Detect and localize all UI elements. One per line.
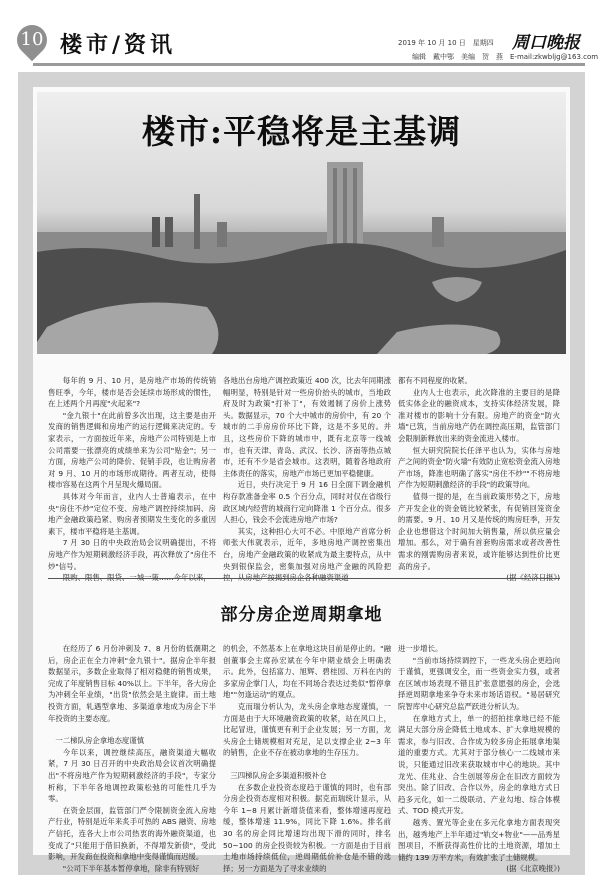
article2-column-1 (48, 643, 216, 874)
contact-email[interactable]: E-mail:zkwbljg@163.com (510, 53, 599, 61)
paragraph: 克而瑞分析认为，龙头房企拿地态度谨慎，一方面是由于大环境融资政策的收紧，站在风口上，比起冒进，谨慎更有利于企业发展；另一方面，龙头房企土储规模相对充足，足以支撑企业 2~3 年的销售，企业不存在被动拿地的生存压力。 (223, 701, 391, 758)
header-divider (33, 63, 585, 66)
paragraph: 在拿地方式上，单一的招拍挂拿地已经不能满足大部分房企降低土地成本、扩大拿地规模的需求，参与旧改、合作成为较多房企拓展拿地渠道的重要方式。尤其对于部分核心一二线城市来说，只能通过旧改来获取城市中心的地块。其中龙光、佳兆业、合生创展等房企在旧改方面较为突出。除了旧改、合作以外，房企的拿地方式日趋多元化，如一二级联动、产业勾地、综合体模式、TOD 模式开发。 (398, 713, 560, 816)
page-number: 10 (20, 29, 44, 50)
headline-1: 楼市:平稳将是主基调 (141, 112, 462, 151)
editor-credits: 编辑 戴中鄂 美编 贺 燕 (412, 53, 503, 61)
paragraph: 近日，央行决定于 9 月 16 日全面下调金融机构存款准备金率 0.5 个百分点，同时对仅在省级行政区域内经营的城商行定向降准 1 个百分点。很多人担心，钱会不会流进房地产市场? (223, 480, 391, 525)
paragraph: 在多数企业投资态度趋于谨慎的同时，也有部分房企投资态度相对积极。据克而瑞统计显示，从今年 1~8 月累计新增货值来看，整体增速再度趋缓，整体增速 11.9%，同比下降 1.6%。排名前 30 名的房企同比增速均出现下滑的同时，排名 50~100 的房企投资较为积极。一方面是由于目前土地市场持续低位，逆周期低价补仓是不错的选择；另一方面是为了寻求业绩的 (223, 782, 391, 873)
article1-column-2 (223, 375, 391, 584)
paragraph: 越秀、置光等企业在多元化拿地方面表现突出，越秀地产上半年通过"轨交+物业"——品秀星图项目，不断获得高性价比的土地资源，增加土储约 139 万平方米，有效扩张了土储规模。 (398, 817, 560, 862)
headline-2: 部分房企逆周期拿地 (220, 605, 383, 625)
paragraph: 恒大研究院院长任泽平也认为，实体与房地产之间的资金"防火墙"有效防止宽松资金流入房地产市场，降准也明确了落实"房住不炒""不将房地产作为短期刺激经济的手段"的政策导向。 (398, 445, 561, 490)
paragraph: 进一步增长。 (398, 644, 443, 653)
article2-column-3 (398, 643, 560, 875)
paragraph: 各地出台房地产调控政策近 400 次，比去年同期涨幅明显，特别是针对一些房价抬头的城市，当地政府及时为政策"打补丁"，有效遏制了房价上涨势头。数据显示，70 个大中城市的房价中，有 20 个城市的二手房房价环比下降，这是不多见的。并且，这些房价下降的城市中，既有北京等一线城市，也有天津、青岛、武汉、长沙、济南等热点城市，还有不少是省会城市。这表明，随着各地政府主体责任的落实，房地产市场已更加平稳健康。 (223, 376, 391, 478)
paragraph: 值得一提的是，在当前政策形势之下，房地产开发企业的资金链比较紧张，有促销回笼资金的需要。9 月、10 月又是传统的购房旺季，开发企业也想借这个时间加大销售量，所以供应量会增加。那么，对于确有首套购房需求或者改善性需求的刚需购房者来说，或许能够达到性价比更高的房子。 (398, 491, 560, 571)
paragraph: 其实，这种担心大可不必。中原地产首席分析师张大伟就表示，近年，多地房地产调控密集出台，房地产金融政策的收紧成为最主要特点，从中央到银保监会，密集加强对房地产金融的风险把 (223, 526, 391, 571)
paragraph: 的机会，不然基本上在拿地这块目前是停止的。"融创董事会主席孙宏斌在今年中期业绩会上明确表示。此外，包括富力、旭辉、碧桂园、万科在内的多家房企掌门人，均在不同场合表达过类似"暂停拿地""勿逢运动"的观点。 (223, 644, 391, 700)
subheading: 一二梯队房企拿地态度谨慎 (55, 736, 145, 746)
article1-column-1 (48, 375, 216, 584)
paragraph: 每年的 9 月、10 月，是房地产市场的传统销售旺季，今年，楼市是否会延续市场形成的惯性，在上述两个月再度"火起来"? (48, 376, 216, 409)
paragraph: 7 月 30 日的中央政治局会议明确提出，不将房地产作为短期刺激经济手段，再次释放了"房住不炒"信号。 (48, 538, 216, 571)
article2-column-2 (223, 643, 391, 874)
city-skyline-photo (37, 92, 566, 354)
source-credit: (据《北京晚报》) (506, 864, 560, 874)
paragraph: "公司下半年基本暂停拿地，除非有特别好 (62, 863, 200, 873)
paragraph: 都有不同程度的收紧。 (398, 376, 472, 385)
article-divider (48, 578, 560, 579)
paragraph: "当前市场持续调控下，一些龙头房企更趋向于谨慎，更强调安全，而一些资金实力强，或者在区域市场表现不错且扩张意愿强的房企，会选择逆周期拿地来争夺未来市场话语权。"易居研究院智库中心研究总监严跃进分析认为。 (398, 655, 560, 711)
paragraph: 今年以来，调控继续高压，融资渠道大幅收紧，7 月 30 日召开的中央政治局会议首次明确提出"不将房地产作为短期刺激经济的手段"，专家分析称，下半年各地调控政策松弛的可能性几乎为零。 (48, 747, 216, 804)
paragraph: 在资金层面，监管部门严令限制资金流入房地产行业，特别是近年来炙手可热的 ABS 融资、房地产信托，连各大上市公司热衷的海外融资渠道，也变成了"只能用于借旧换新，不得增发新债"，受此影响，开发商在投资和拿地中变得谨慎而迟缓。 (48, 805, 216, 862)
paragraph: 业内人士也表示，此次降准的主要目的是降低实体企业的融资成本，支持实体经济发展，降准对楼市的影响十分有限。房地产的资金"防火墙"已筑，当前房地产仍在调控高压期，监管部门会限制新释放出来的资金流进入楼市。 (398, 387, 560, 443)
paragraph: 具体对今年而言，业内人士普遍表示，在中央"房住不炒"定位不变、房地产调控持续加码、房地产金融政策趋紧、购房者预期发生变化的多重因素下，楼市平稳将是主基调。 (48, 491, 216, 536)
article1-column-3 (398, 375, 560, 584)
newspaper-logo: 周口晚报 (512, 33, 580, 53)
page-header (0, 0, 600, 70)
section-title: 楼市/资讯 (60, 32, 177, 58)
issue-date: 2019 年 10 月 10 日 星期四 (398, 39, 494, 47)
subheading: 三四梯队房企多渠道积极补仓 (230, 770, 327, 780)
paragraph: "金九银十"在此前曾多次出现，这主要是由开发商的销售逻辑和房地产的运行逻辑来决定的。专家表示，一方面按近年来，房地产公司特别是上市公司需要一张漂亮的成绩单来为公司"贴金"；另一方面，房地产公司的降价、促销手段，也让购房者对 9 月、10 月的市场形成期待。两者互动，使得楼市容易在这两个月呈现火爆局面。 (48, 410, 216, 490)
paragraph: 在经历了 6 月份冲刺及 7、8 月份的低潮期之后，房企正在全力冲刺"金九银十"。据房企半年报数据显示，多数企业取得了相对稳健的销售成果，完成了年度销售目标 40%以上。下半年，各大房企为冲刺全年业绩，"出货"依然会是主旋律。而土地投资方面，轧遇型拿地、多渠道拿地成为房企下半年投资的主要态度。 (48, 644, 216, 723)
